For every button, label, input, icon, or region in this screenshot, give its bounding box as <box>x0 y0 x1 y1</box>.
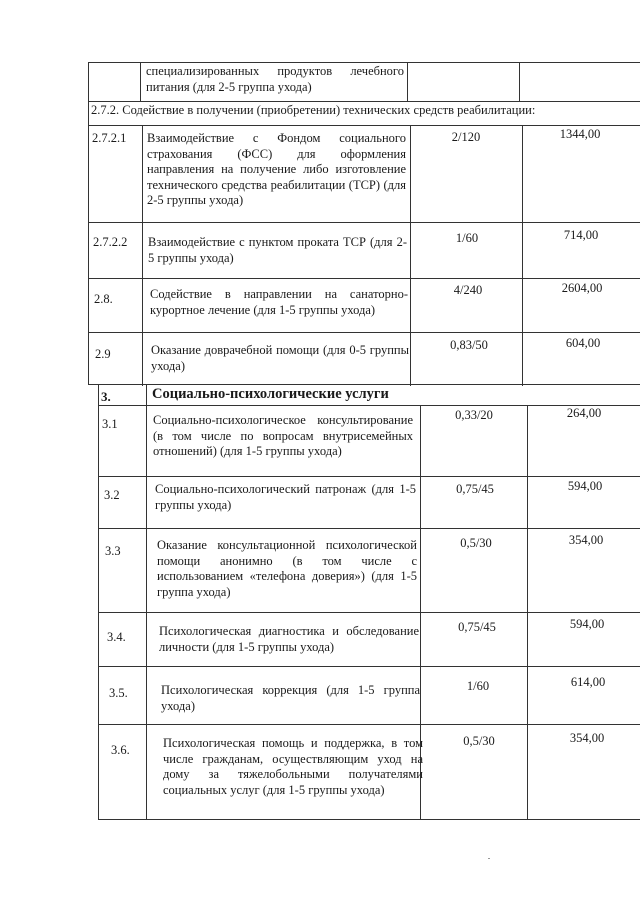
service-description: Психологическая диагностика и обследование личности (для 1-5 группы ухода) <box>159 624 419 654</box>
column-divider <box>140 62 141 102</box>
service-number: 3.4. <box>107 630 126 644</box>
section-title: Социально-психологические услуги <box>152 386 389 402</box>
column-divider <box>142 126 143 386</box>
row-divider <box>98 528 640 529</box>
service-norm: 0,5/30 <box>460 536 492 550</box>
service-price: 1344,00 <box>559 127 601 141</box>
service-number: 3.6. <box>111 743 130 757</box>
service-description: Психологическая коррекция (для 1-5 группа ухода) <box>161 683 420 713</box>
service-description: Социально-психологическое консультирование (в том числе по вопросам внутрисемейных отношений) (для 1-5 группы ухода) <box>153 413 413 458</box>
service-description: специализированных продуктов лечебного питания (для 2-5 группа ухода) <box>146 64 404 94</box>
row-divider <box>88 125 640 126</box>
row-divider <box>98 612 640 613</box>
service-norm: 4/240 <box>453 283 483 297</box>
scan-speck <box>488 858 490 859</box>
service-price: 264,00 <box>566 406 602 420</box>
service-number: 3.2 <box>104 488 120 502</box>
service-price: 594,00 <box>567 479 603 493</box>
service-norm: 2/120 <box>451 130 481 144</box>
service-description: Взаимодействие с пунктом проката ТСР (для 2-5 группы ухода) <box>148 235 407 265</box>
service-price: 594,00 <box>569 617 605 631</box>
column-divider <box>519 62 520 102</box>
row-divider <box>88 278 640 279</box>
table-bottom-border <box>98 819 640 820</box>
service-price: 354,00 <box>569 731 605 745</box>
service-description: Взаимодействие с Фондом социального страхования (ФСС) для оформления направления на получение либо изготовление технического средства реабилитации (ТСР) (для 2-5 группы ухода) <box>147 131 406 207</box>
row-divider <box>88 332 640 333</box>
table-top-border <box>88 62 640 63</box>
row-divider <box>98 476 640 477</box>
service-price: 2604,00 <box>561 281 603 295</box>
column-divider <box>407 62 408 102</box>
subsection-heading: 2.7.2. Содействие в получении (приобретении) технических средств реабилитации: <box>91 103 536 117</box>
service-price: 714,00 <box>563 228 599 242</box>
service-number: 2.8. <box>94 292 113 306</box>
row-divider <box>88 222 640 223</box>
service-norm: 1/60 <box>455 231 479 245</box>
service-description: Оказание консультационной психологической помощи анонимно (в том числе с использованием «телефона доверия») (для 1-5 группа ухода) <box>157 538 417 599</box>
service-number: 2.7.2.2 <box>93 235 128 249</box>
service-number: 3.5. <box>109 686 128 700</box>
service-norm: 0,5/30 <box>463 734 495 748</box>
service-price: 604,00 <box>565 336 601 350</box>
service-description: Оказание доврачебной помощи (для 0-5 группы ухода) <box>151 343 409 373</box>
service-number: 2.7.2.1 <box>92 131 127 145</box>
service-description: Содействие в направлении на санаторно-курортное лечение (для 1-5 группы ухода) <box>150 287 408 317</box>
column-divider <box>410 126 411 386</box>
service-number: 3.1 <box>102 417 118 431</box>
service-number: 3.3 <box>105 544 121 558</box>
table-left-border <box>88 62 89 385</box>
service-description: Социально-психологический патронаж (для 1-5 группы ухода) <box>155 482 416 512</box>
service-number: 2.9 <box>95 347 111 361</box>
service-norm: 1/60 <box>466 679 490 693</box>
service-norm: 0,75/45 <box>458 620 496 634</box>
table-left-border <box>98 385 99 820</box>
row-divider <box>88 384 640 385</box>
section-number: 3. <box>101 389 111 404</box>
service-price: 354,00 <box>568 533 604 547</box>
service-norm: 0,75/45 <box>456 482 494 496</box>
column-divider <box>146 385 147 820</box>
service-price: 614,00 <box>570 675 606 689</box>
row-divider <box>98 724 640 725</box>
row-divider <box>88 101 640 102</box>
service-norm: 0,33/20 <box>455 408 493 422</box>
row-divider <box>98 666 640 667</box>
service-description: Психологическая помощь и поддержка, в том числе гражданам, осуществляющим уход на дому за тяжелобольными получателями социальных услуг (для 1-5 группы ухода) <box>163 736 423 797</box>
service-norm: 0,83/50 <box>450 338 488 352</box>
